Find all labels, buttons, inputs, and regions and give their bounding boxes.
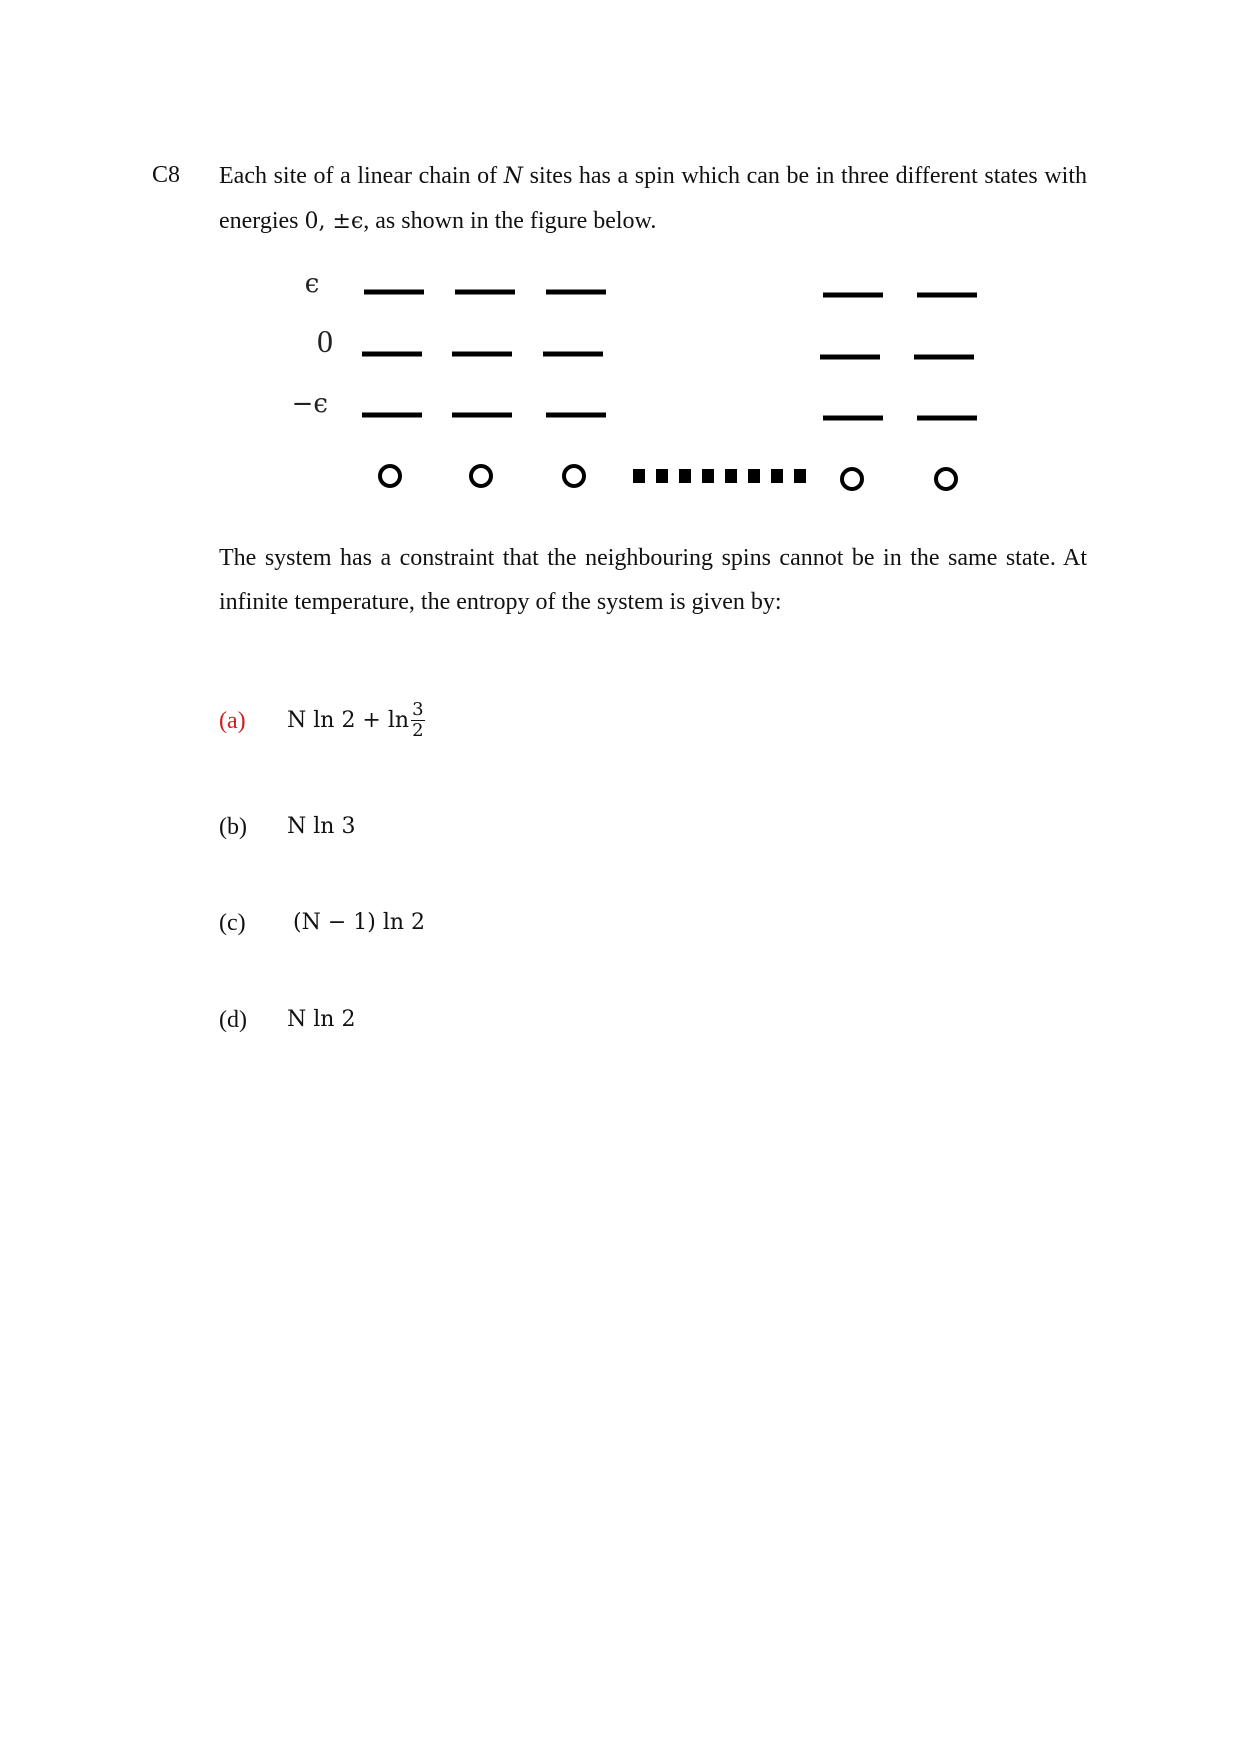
site-1: [362, 292, 424, 486]
option-d-expression: N ln 2: [287, 1007, 356, 1032]
option-c-label: (c): [219, 910, 246, 936]
option-a-fraction: [411, 700, 424, 741]
question-intro: [219, 154, 1087, 244]
option-c[interactable]: [219, 908, 425, 938]
option-a-expression: [287, 700, 425, 741]
site-1-spin: [380, 466, 400, 486]
site-3: [543, 292, 606, 486]
site-n-minus-1: [820, 295, 883, 489]
site-n-spin: [936, 469, 956, 489]
site-3-spin: [564, 466, 584, 486]
chain-ellipsis: [633, 469, 806, 483]
level-label-epsilon: ϵ: [304, 269, 320, 299]
ellipsis-square: [702, 469, 714, 483]
ellipsis-square: [748, 469, 760, 483]
option-a-frac-numerator: 3: [412, 699, 424, 720]
option-d[interactable]: [219, 1005, 355, 1035]
ellipsis-square: [656, 469, 668, 483]
option-a[interactable]: [219, 700, 425, 741]
intro-text-1: Each site of a linear chain of: [219, 163, 504, 189]
level-label-zero: 0: [317, 323, 333, 359]
intro-text-2: sites has a spin which can be in three different states: [523, 163, 1038, 189]
intro-text-3: with energies: [219, 163, 1087, 234]
site-2: [452, 292, 515, 486]
option-a-frac-denominator: 2: [412, 720, 424, 741]
ellipsis-square: [771, 469, 783, 483]
site-2-spin: [471, 466, 491, 486]
level-label-minus-epsilon: −ϵ: [291, 389, 328, 419]
option-b-expression: N ln 3: [287, 814, 356, 839]
option-a-label: (a): [219, 707, 246, 734]
site-n-minus-1-spin: [842, 469, 862, 489]
energy-level-figure: [290, 262, 1010, 502]
option-c-expression: (N − 1) ln 2: [293, 910, 426, 935]
site-n: [914, 295, 977, 489]
ellipsis-square: [794, 469, 806, 483]
question-number: C8: [152, 162, 181, 188]
option-a-expr-prefix: N ln 2 + ln: [287, 707, 410, 733]
intro-energies: 0, ±ϵ: [304, 209, 364, 234]
constraint-paragraph: The system has a constraint that the neighbouring spins cannot be in the same state. At infinite temperature, the entropy of the system is given by:: [219, 545, 1087, 615]
option-b-label: (b): [219, 814, 247, 840]
intro-text-4: , as shown in the figure below.: [363, 208, 657, 234]
ellipsis-square: [679, 469, 691, 483]
option-b[interactable]: [219, 812, 355, 842]
option-d-label: (d): [219, 1007, 247, 1033]
ellipsis-square: [633, 469, 645, 483]
ellipsis-square: [725, 469, 737, 483]
intro-variable-n: N: [503, 164, 524, 189]
